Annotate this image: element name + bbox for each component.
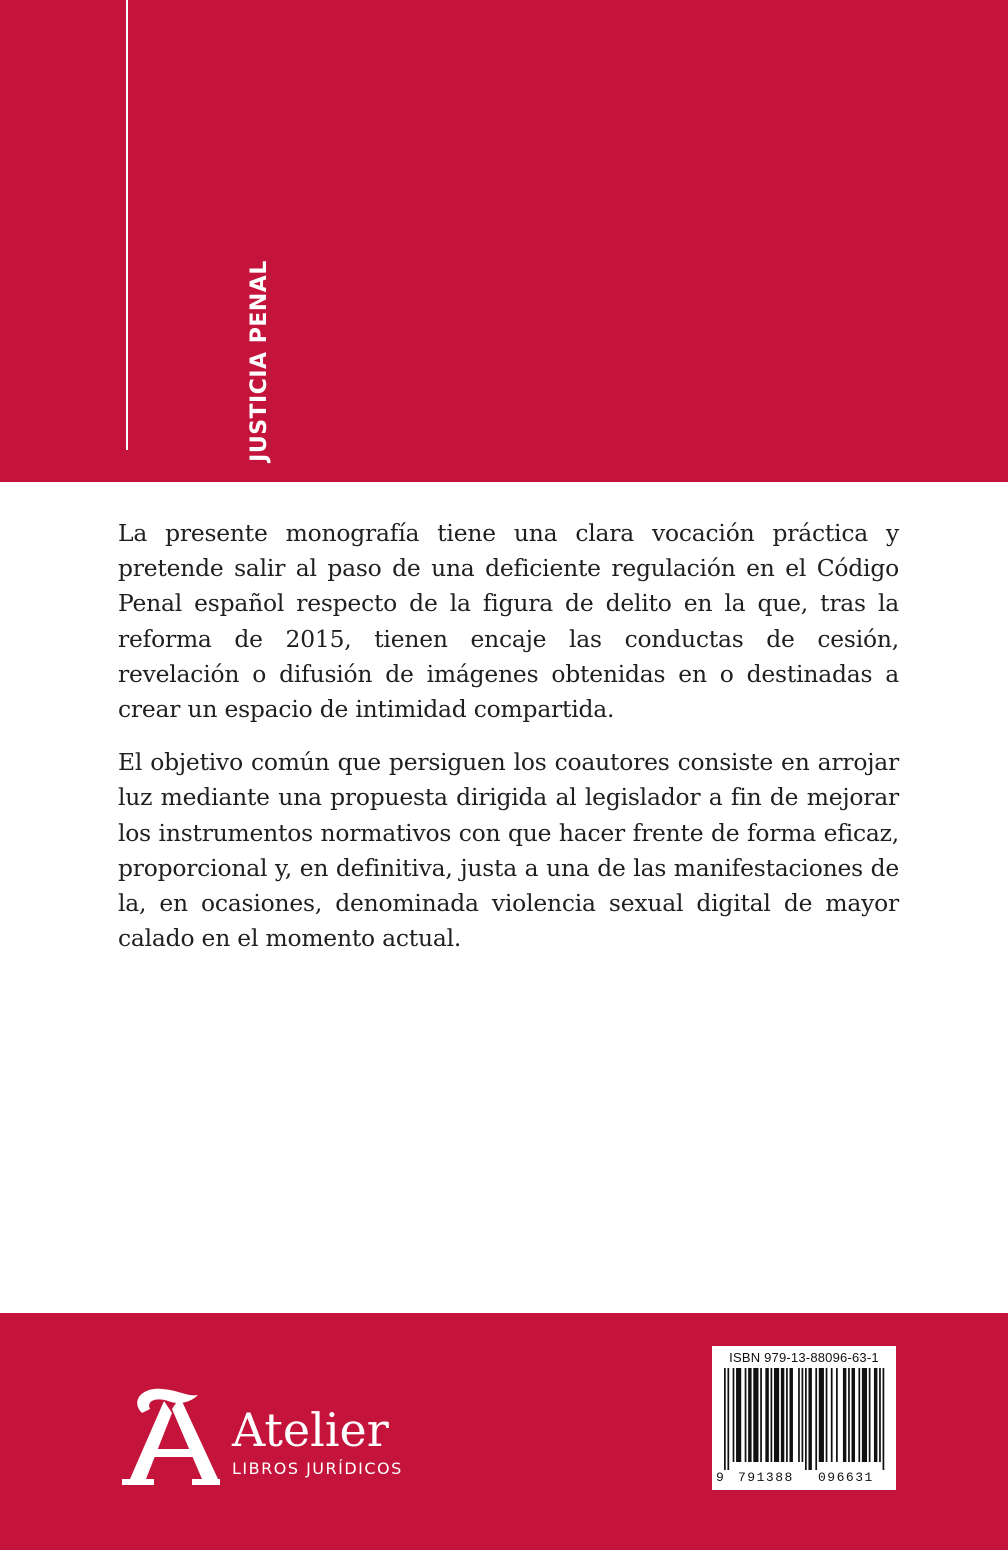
barcode-bar	[765, 1368, 768, 1462]
barcode-bar	[805, 1368, 807, 1470]
barcode-bar	[798, 1368, 800, 1462]
back-cover-blurb	[118, 516, 899, 974]
barcode-bar	[808, 1368, 811, 1470]
barcode-bar	[724, 1368, 726, 1470]
barcode-bar	[771, 1368, 773, 1462]
barcode-bar	[852, 1368, 855, 1462]
publisher-logo	[120, 1383, 420, 1493]
barcode-bar	[843, 1368, 846, 1462]
barcode-bar	[826, 1368, 828, 1462]
barcode-digits	[712, 1470, 896, 1488]
barcode-bars	[724, 1368, 886, 1470]
isbn-text: ISBN 979-13-88096-63-1	[729, 1350, 879, 1365]
barcode-bar	[815, 1368, 817, 1470]
barcode-bar	[874, 1368, 877, 1462]
blurb-paragraph-2: El objetivo común que persiguen los coautores consiste en arrojar luz mediante una propuesta dirigida al legislador a fin de mejorar los instrumentos normativos con que hacer frente de forma eficaz, proporcional y, en definitiva, justa a una de las manifestaciones de la, en ocasiones, denominada violencia sexual digital de mayor calado en el momento actual.	[118, 748, 899, 953]
isbn-barcode	[712, 1346, 896, 1490]
barcode-bar	[858, 1368, 860, 1462]
barcode-bar	[760, 1368, 762, 1462]
barcode-bar	[748, 1368, 751, 1462]
barcode-bar	[831, 1368, 833, 1462]
barcode-bar	[781, 1368, 784, 1462]
publisher-name: Atelier	[232, 1403, 389, 1457]
barcode-bar	[879, 1368, 881, 1462]
atelier-a-logo-icon	[120, 1383, 220, 1493]
barcode-digits-right: 096631	[818, 1470, 874, 1485]
top-color-band	[0, 0, 1008, 482]
barcode-bar	[774, 1368, 779, 1462]
barcode-bar	[745, 1368, 747, 1462]
barcode-bar	[736, 1368, 741, 1462]
barcode-bar	[836, 1368, 838, 1462]
blurb-paragraph-1: La presente monografía tiene una clara vocación práctica y pretende salir al paso de una deficiente regulación en el Código Penal español respecto de la figura de delito en la que, tras la reforma de 2015, tienen encaje las conductas de cesión, revelación o difusión de imágenes obtenidas en o destinadas a crear un espacio de intimidad compartida.	[118, 519, 899, 724]
barcode-digits-left: 791388	[738, 1470, 794, 1485]
barcode-bar	[862, 1368, 867, 1462]
barcode-bar	[786, 1368, 788, 1462]
barcode-bar	[883, 1368, 885, 1470]
barcode-bar	[733, 1368, 735, 1462]
barcode-bar	[727, 1368, 729, 1470]
series-label: JUSTICIA PENAL	[247, 260, 272, 462]
barcode-bar	[789, 1368, 792, 1462]
vertical-rule	[126, 0, 128, 450]
barcode-bar	[848, 1368, 850, 1462]
barcode-bar	[869, 1368, 871, 1462]
barcode-bar	[802, 1368, 804, 1462]
publisher-subtitle: LIBROS JURÍDICOS	[232, 1459, 403, 1478]
barcode-bar	[819, 1368, 824, 1462]
barcode-bar	[753, 1368, 758, 1462]
barcode-digit-first: 9	[716, 1470, 724, 1485]
